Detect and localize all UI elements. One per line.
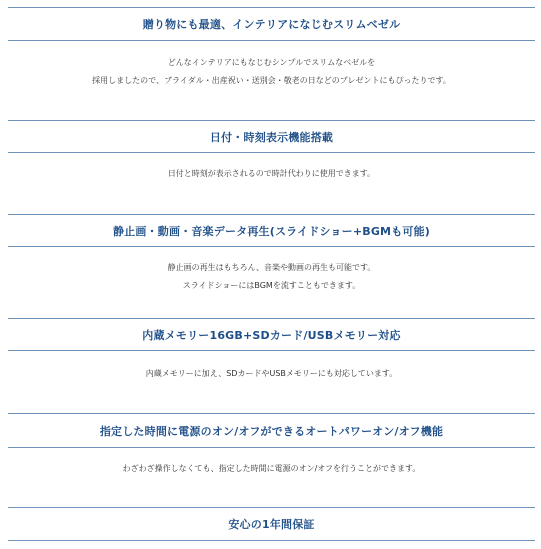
feature-title: 内蔵メモリー16GB+SDカード/USBメモリー対応 bbox=[142, 328, 401, 342]
feature-description-memory bbox=[8, 365, 535, 383]
feature-description-date-time bbox=[8, 165, 535, 183]
feature-title: 静止画・動画・音楽データ再生(スライドショー+BGMも可能) bbox=[112, 224, 431, 238]
feature-description-slim-bezel bbox=[8, 54, 535, 90]
feature-description-auto-power bbox=[8, 460, 535, 478]
feature-description-line: 日付と時刻が表示されるので時計代わりに使用できます。 bbox=[167, 169, 376, 178]
feature-heading-warranty bbox=[8, 507, 535, 541]
feature-heading-memory bbox=[8, 318, 535, 351]
feature-heading-slim-bezel bbox=[8, 7, 535, 41]
feature-description-playback bbox=[8, 259, 535, 295]
feature-title: 安心の1年間保証 bbox=[228, 518, 315, 531]
feature-description-line: わざわざ操作しなくても、指定した時間に電源のオン/オフを行うことができます。 bbox=[122, 464, 421, 473]
feature-heading-date-time bbox=[8, 120, 535, 153]
feature-title: 指定した時間に電源のオン/オフができるオートパワーオン/オフ機能 bbox=[99, 424, 444, 438]
feature-description-line: 静止画の再生はもちろん、音楽や動画の再生も可能です。 bbox=[167, 263, 376, 272]
feature-description-line: 内蔵メモリーに加え、SDカードやUSBメモリーにも対応しています。 bbox=[145, 369, 398, 378]
feature-description-line: 採用しましたので、ブライダル・出産祝い・送別会・敬老の日などのプレゼントにもぴったりです。 bbox=[92, 76, 451, 85]
feature-title: 日付・時刻表示機能搭載 bbox=[209, 130, 334, 144]
feature-heading-auto-power bbox=[8, 413, 535, 448]
feature-heading-playback bbox=[8, 214, 535, 247]
feature-description-line: どんなインテリアにもなじむシンプルでスリムなベゼルを bbox=[167, 58, 376, 67]
feature-description-line: スライドショーにはBGMを流すこともできます。 bbox=[182, 281, 361, 290]
feature-title: 贈り物にも最適、インテリアになじむスリムベゼル bbox=[142, 18, 401, 31]
